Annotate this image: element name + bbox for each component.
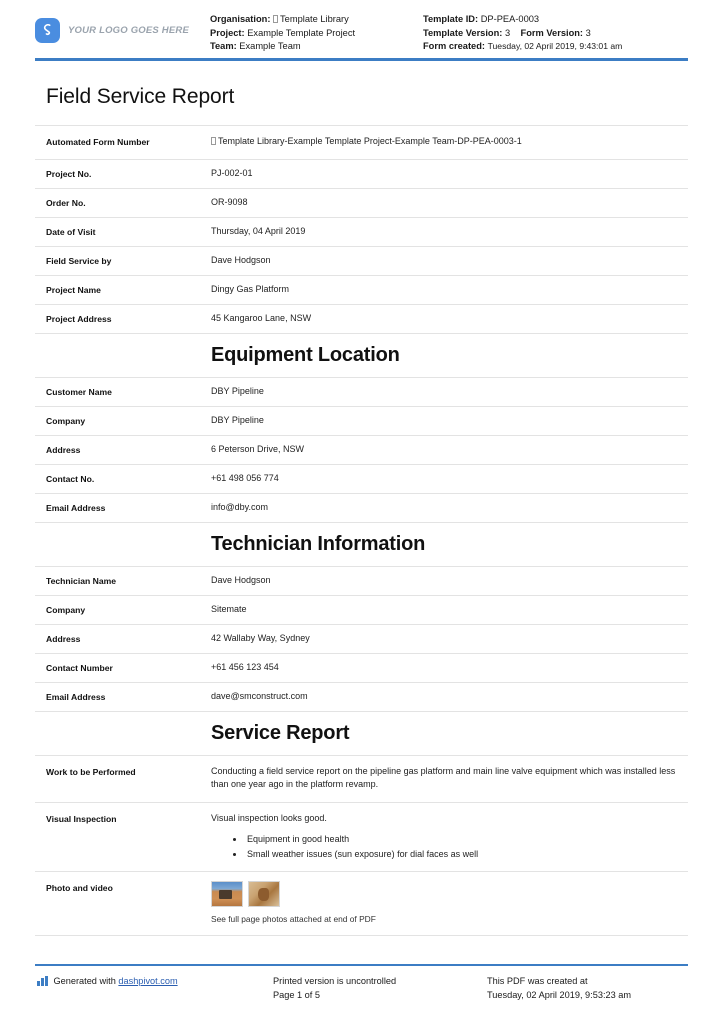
table-row — [35, 217, 688, 246]
row-label: Date of Visit — [46, 226, 96, 237]
row-value — [211, 812, 688, 862]
row-label: Email Address — [46, 502, 106, 513]
row-value: +61 498 056 774 — [211, 472, 279, 483]
row-value: Dave Hodgson — [211, 254, 271, 265]
row-label: Address — [46, 444, 81, 455]
footer-columns — [35, 974, 688, 1002]
photo-thumbnail-rock-closeup[interactable] — [248, 881, 280, 907]
row-value: +61 456 123 454 — [211, 661, 279, 672]
row-label: Address — [46, 633, 81, 644]
table-row-photo-and-video — [35, 871, 688, 936]
list-item: • Equipment in good health — [245, 832, 688, 847]
project-label: Project: — [210, 27, 245, 38]
header-meta-form-created — [423, 40, 622, 54]
list-item: • Small weather issues (sun exposure) for dial faces as well — [245, 847, 688, 862]
table-row — [35, 275, 688, 304]
table-row — [35, 435, 688, 464]
row-label: Technician Name — [46, 575, 117, 586]
row-label: Order No. — [46, 197, 86, 208]
header-meta-project — [210, 27, 423, 41]
photo-attachment-note: See full page photos attached at end of PDF — [211, 914, 376, 924]
form-version-value: 3 — [585, 27, 591, 38]
table-row — [35, 304, 688, 333]
page-title: Field Service Report — [46, 84, 235, 108]
section-header-equipment-location — [35, 333, 688, 377]
row-label: Project Address — [46, 313, 112, 324]
swoosh-logo-icon — [35, 18, 60, 43]
section-header-technician-information — [35, 522, 688, 566]
row-value: 42 Wallaby Way, Sydney — [211, 632, 310, 643]
table-row — [35, 377, 688, 406]
footer-print-status — [273, 974, 487, 1002]
template-version-label: Template Version: — [423, 27, 503, 38]
row-value: 6 Peterson Drive, NSW — [211, 443, 305, 454]
header-meta-versions — [423, 27, 622, 41]
general-info-table — [35, 125, 688, 937]
bar-chart-icon — [37, 976, 48, 986]
section-title: Equipment Location — [211, 343, 400, 366]
header-meta-organisation — [210, 13, 423, 27]
visual-inspection-text: Visual inspection looks good. — [211, 812, 327, 823]
row-value: DBY Pipeline — [211, 385, 264, 396]
table-row — [35, 493, 688, 522]
logo-block — [35, 13, 210, 43]
header-meta-right — [423, 13, 622, 54]
row-value: dave@smconstruct.com — [211, 690, 308, 701]
row-value: OR-9098 — [211, 196, 248, 207]
project-value: Example Template Project — [247, 27, 356, 38]
table-row — [35, 159, 688, 188]
row-value: PJ-002-01 — [211, 167, 253, 178]
footer-generated-by — [35, 974, 273, 1002]
template-id-label: Template ID: — [423, 14, 479, 24]
table-row — [35, 125, 688, 159]
table-row — [35, 595, 688, 624]
table-row-work-performed — [35, 755, 688, 802]
footer-printed-line: Printed version is uncontrolled — [273, 976, 397, 986]
row-label: Work to be Performed — [46, 766, 136, 777]
section-title: Service Report — [211, 721, 350, 744]
row-label: Photo and video — [46, 883, 113, 893]
row-value: Conducting a field service report on the pipeline gas platform and main line valve equipment which was installed less than one year ago in the platform revamp. — [211, 765, 676, 789]
row-label: Company — [46, 604, 86, 615]
form-version-label: Form Version: — [520, 27, 584, 38]
organisation-value: Template Library — [280, 14, 349, 24]
row-label: Company — [46, 415, 86, 426]
visual-inspection-bullets — [211, 832, 688, 861]
team-value: Example Team — [239, 41, 301, 52]
footer-created-at — [487, 974, 688, 1002]
organisation-label: Organisation: — [210, 14, 271, 24]
row-label: Customer Name — [46, 386, 112, 397]
page-footer — [35, 964, 688, 1003]
missing-glyph-icon — [211, 137, 216, 145]
form-created-value: Tuesday, 02 April 2019, 9:43:01 am — [487, 41, 623, 52]
row-value-text: Template Library-Example Template Project-Example Team-DP-PEA-0003-1 — [218, 135, 522, 146]
row-value: Sitemate — [211, 603, 247, 614]
table-row — [35, 188, 688, 217]
team-label: Team: — [210, 41, 237, 52]
table-row — [35, 464, 688, 493]
dashpivot-link[interactable]: dashpivot.com — [118, 976, 178, 986]
page-header — [35, 0, 688, 52]
header-meta-template-id — [423, 13, 622, 27]
missing-glyph-icon — [273, 15, 278, 23]
row-label: Email Address — [46, 691, 106, 702]
row-value — [211, 881, 688, 925]
row-value: Dingy Gas Platform — [211, 283, 290, 294]
photo-thumbnail-site-equipment[interactable] — [211, 881, 243, 907]
header-divider — [35, 58, 688, 61]
footer-created-label: This PDF was created at — [487, 976, 588, 986]
row-value: DBY Pipeline — [211, 414, 264, 425]
row-label: Contact Number — [46, 662, 113, 673]
row-value: 45 Kangaroo Lane, NSW — [211, 312, 312, 323]
section-header-service-report — [35, 711, 688, 755]
template-version-value: 3 — [505, 27, 511, 38]
header-meta-left — [210, 13, 423, 54]
row-label: Field Service by — [46, 255, 112, 266]
row-value: Thursday, 04 April 2019 — [211, 225, 306, 236]
footer-generated-prefix: Generated with — [53, 976, 116, 986]
row-label: Project Name — [46, 284, 101, 295]
footer-page-number: Page 1 of 5 — [273, 990, 320, 1000]
section-title: Technician Information — [211, 532, 426, 555]
table-row — [35, 566, 688, 595]
table-row — [35, 653, 688, 682]
form-created-label: Form created: — [423, 41, 485, 52]
logo-text: YOUR LOGO GOES HERE — [68, 25, 189, 36]
row-value: Dave Hodgson — [211, 574, 271, 585]
table-row — [35, 624, 688, 653]
row-label: Visual Inspection — [46, 813, 117, 824]
table-row — [35, 682, 688, 711]
row-label: Contact No. — [46, 473, 95, 484]
row-value — [211, 135, 688, 149]
footer-created-timestamp: Tuesday, 02 April 2019, 9:53:23 am — [487, 990, 632, 1000]
table-row — [35, 246, 688, 275]
template-id-value: DP-PEA-0003 — [480, 14, 540, 24]
row-label: Automated Form Number — [46, 136, 150, 147]
table-row — [35, 406, 688, 435]
header-meta-team — [210, 40, 423, 54]
photo-thumbnail-list — [211, 881, 688, 907]
table-row-visual-inspection — [35, 802, 688, 872]
footer-divider — [35, 964, 688, 967]
row-value: info@dby.com — [211, 501, 268, 512]
row-label: Project No. — [46, 168, 92, 179]
